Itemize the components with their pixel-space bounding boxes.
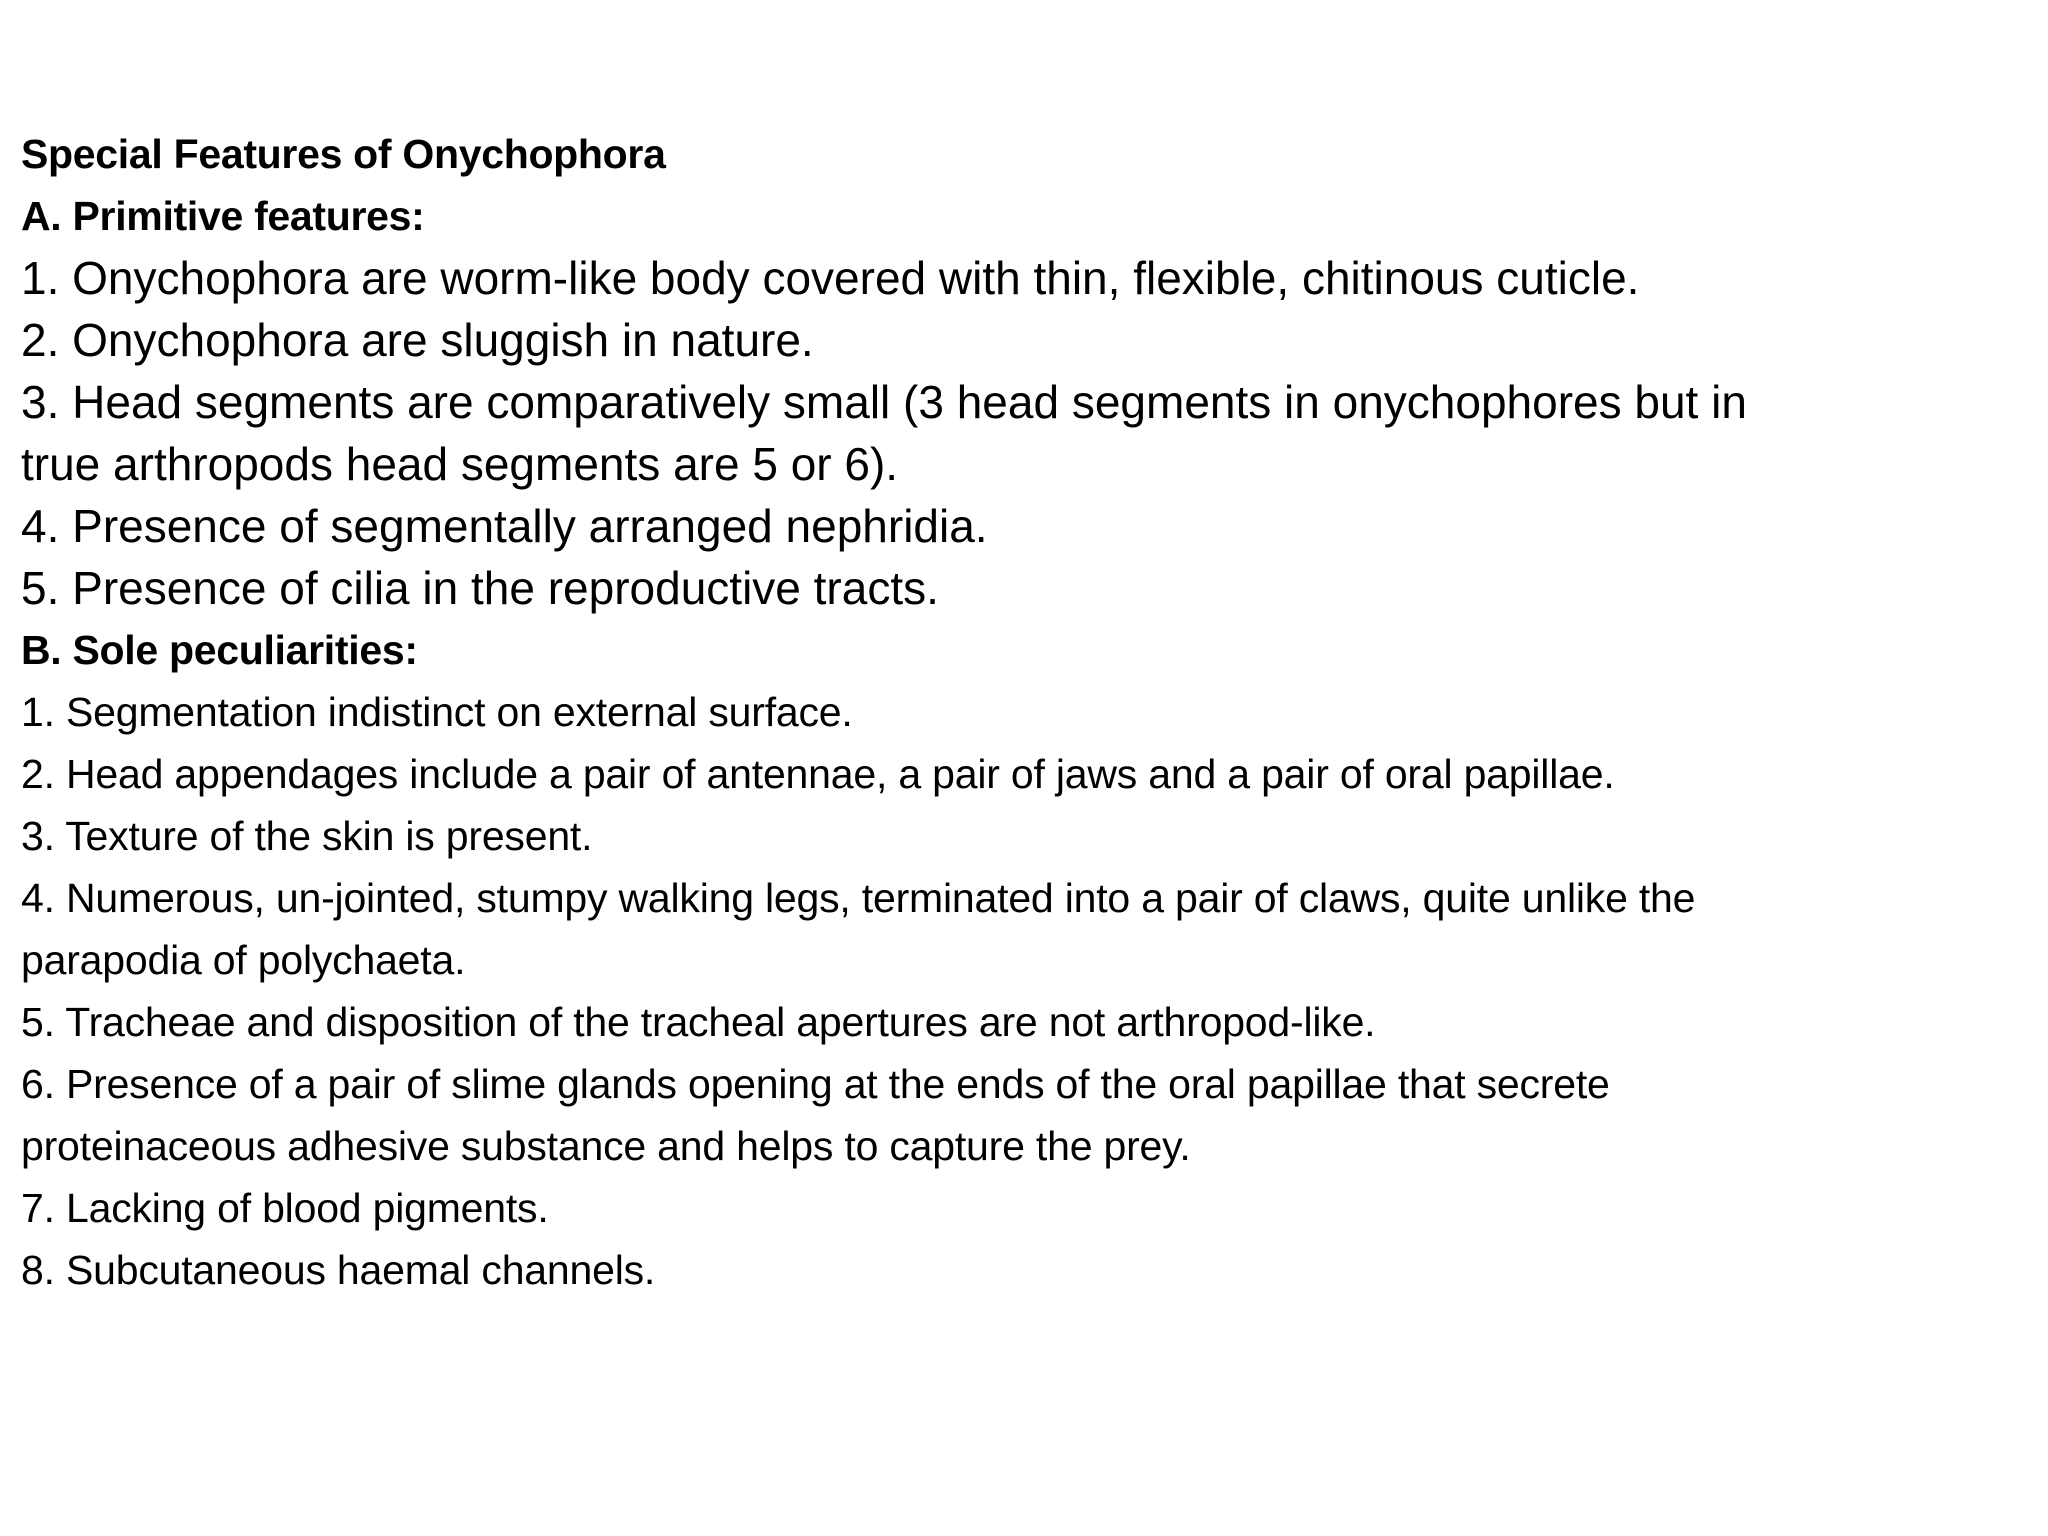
peculiarity-item: 6. Presence of a pair of slime glands opening at the ends of the oral papillae that secrete [21, 1061, 1610, 1107]
primitive-feature-item: 3. Head segments are comparatively small (3 head segments in onychophores but in [21, 376, 1747, 428]
peculiarity-item-continued: parapodia of polychaeta. [21, 937, 466, 983]
peculiarity-item: 8. Subcutaneous haemal channels. [21, 1247, 656, 1293]
primitive-feature-item: 5. Presence of cilia in the reproductive tracts. [21, 562, 939, 614]
peculiarity-item: 2. Head appendages include a pair of antennae, a pair of jaws and a pair of oral papillae. [21, 751, 1615, 797]
peculiarity-item: 5. Tracheae and disposition of the tracheal apertures are not arthropod-like. [21, 999, 1376, 1045]
section-a-heading: A. Primitive features: [21, 193, 425, 239]
peculiarity-item-continued: proteinaceous adhesive substance and helps to capture the prey. [21, 1123, 1191, 1169]
section-b-heading: B. Sole peculiarities: [21, 627, 418, 673]
peculiarity-item: 1. Segmentation indistinct on external surface. [21, 689, 853, 735]
slide-content [21, 123, 2031, 1301]
primitive-feature-item: 4. Presence of segmentally arranged nephridia. [21, 500, 988, 552]
primitive-feature-item: 2. Onychophora are sluggish in nature. [21, 314, 814, 366]
peculiarity-item: 7. Lacking of blood pigments. [21, 1185, 549, 1231]
peculiarity-item: 3. Texture of the skin is present. [21, 813, 593, 859]
page-title: Special Features of Onychophora [21, 131, 666, 177]
primitive-feature-item: 1. Onychophora are worm-like body covered with thin, flexible, chitinous cuticle. [21, 252, 1640, 304]
primitive-feature-item-continued: true arthropods head segments are 5 or 6). [21, 438, 899, 490]
peculiarity-item: 4. Numerous, un-jointed, stumpy walking legs, terminated into a pair of claws, quite unlike the [21, 875, 1696, 921]
